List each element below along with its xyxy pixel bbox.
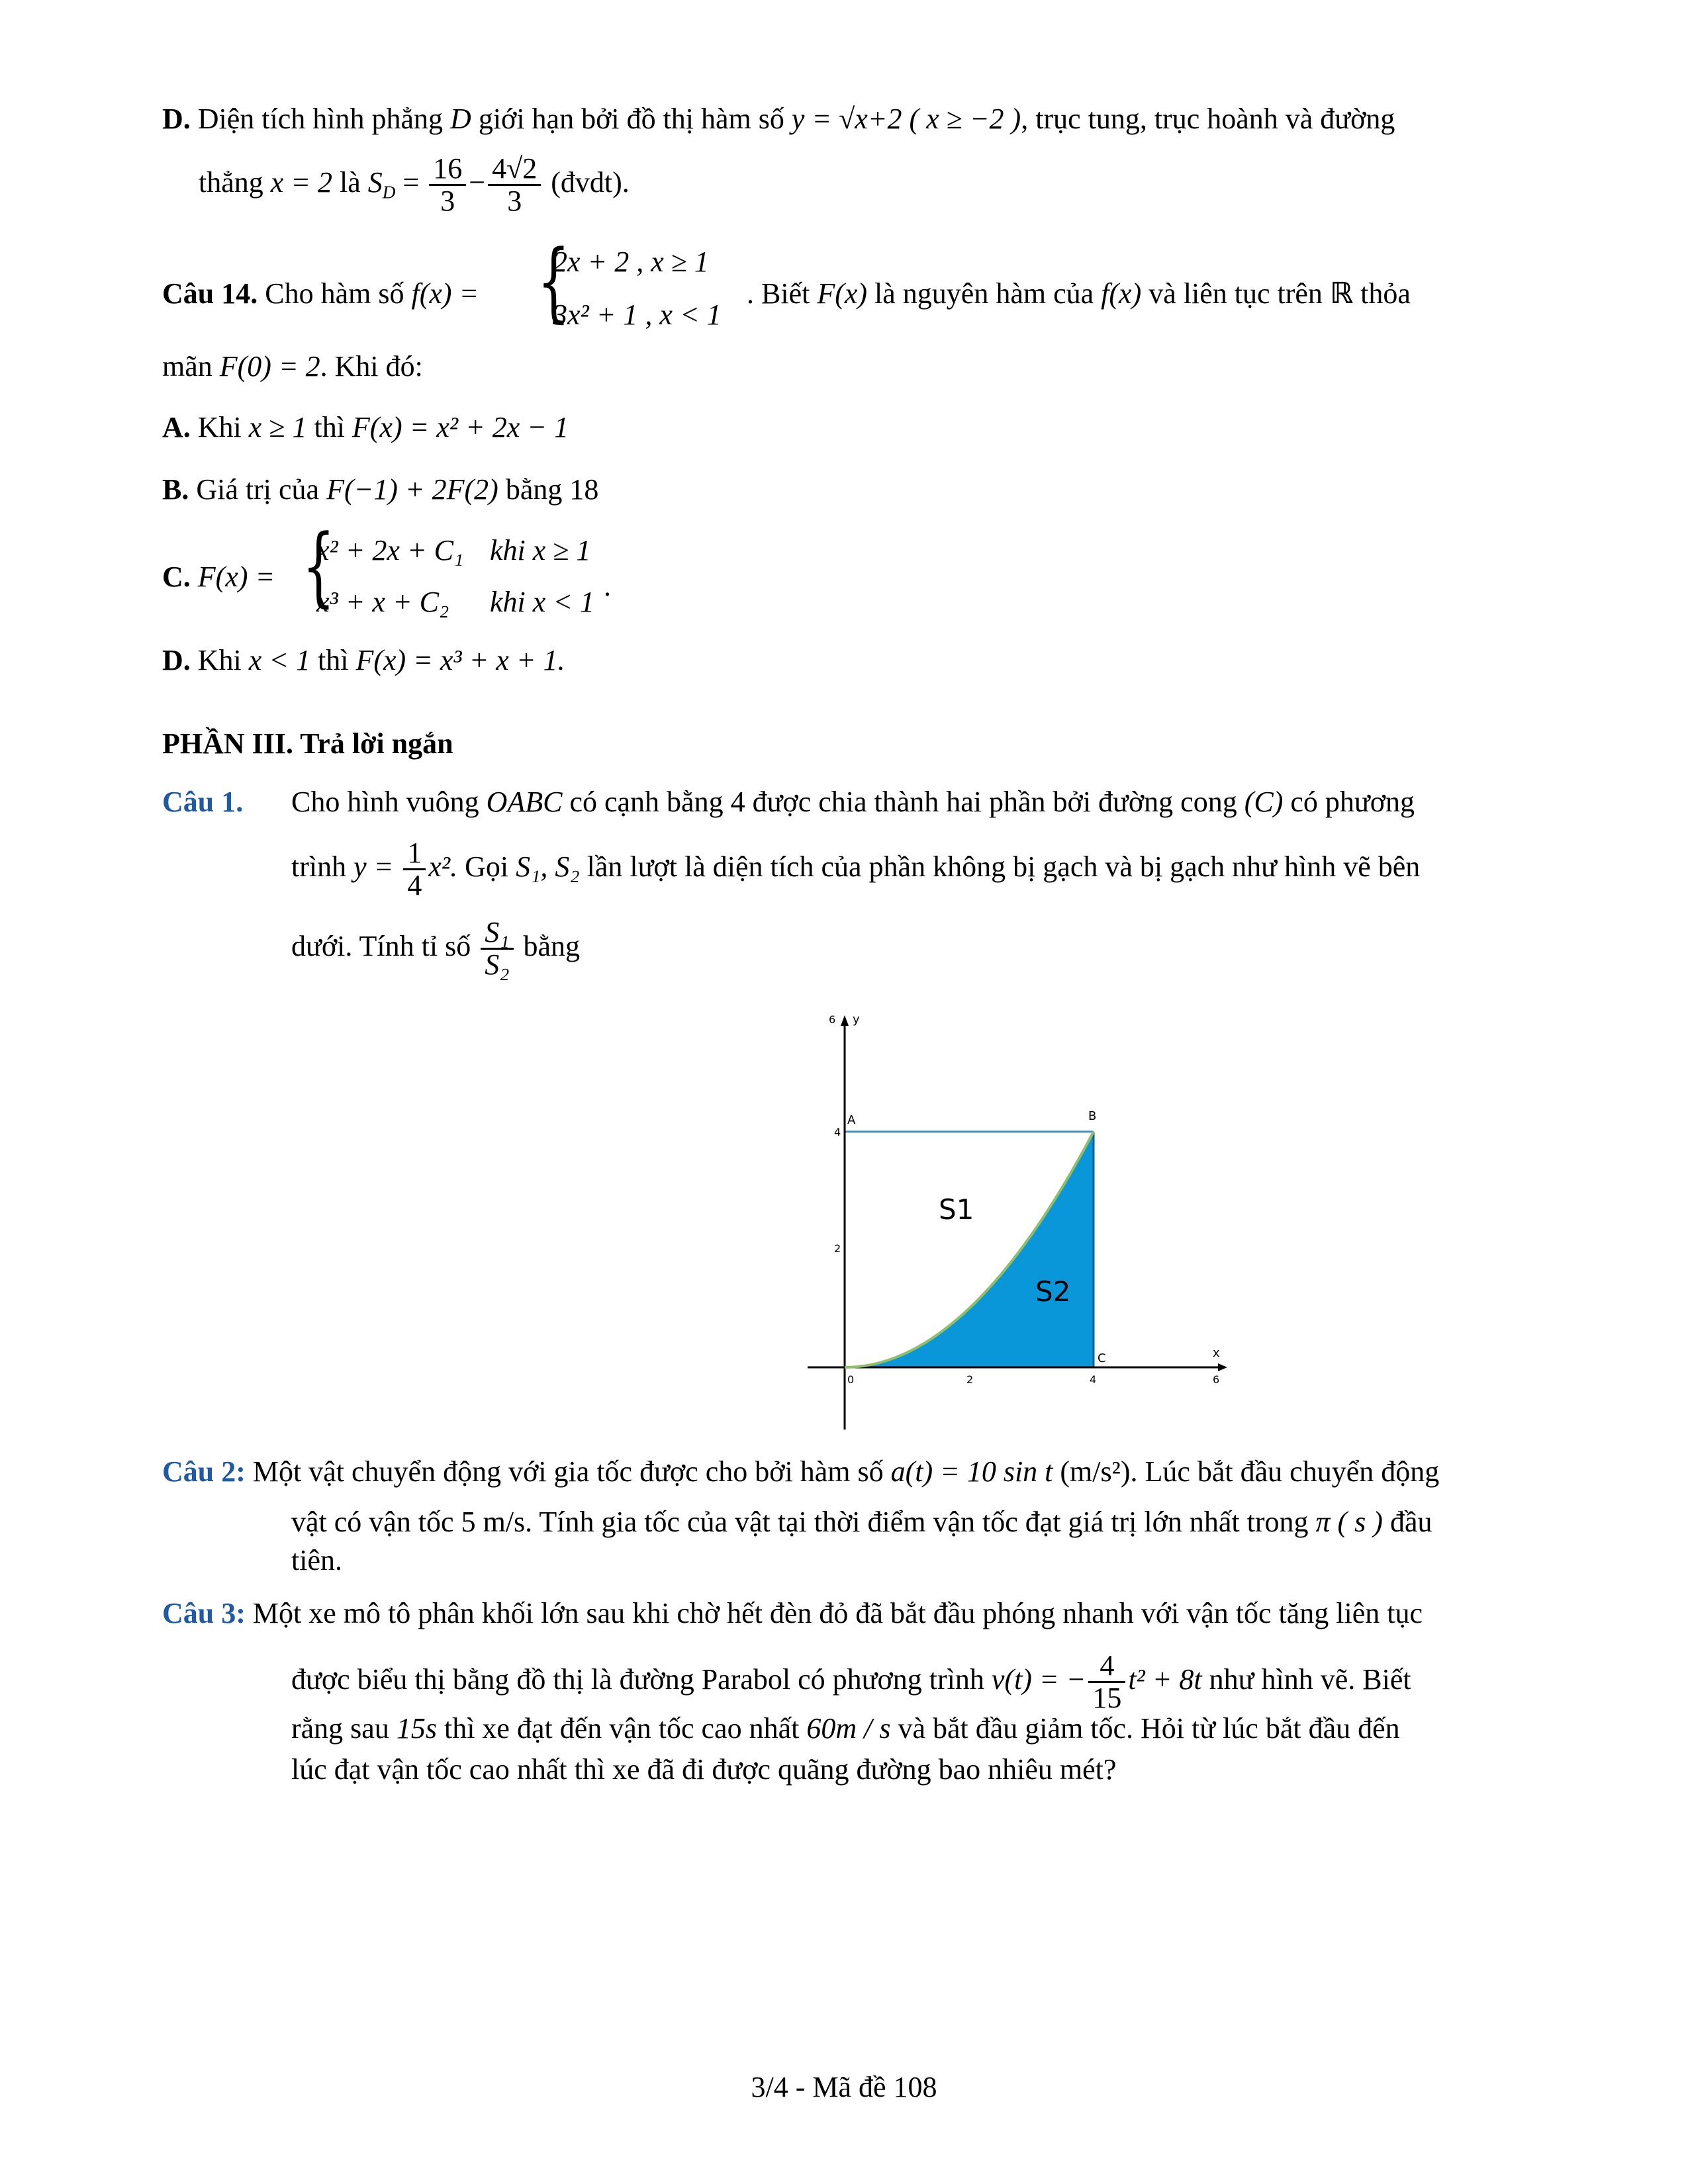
math-expr: y = √x+2 <box>791 103 902 135</box>
option-label: B. <box>162 473 189 506</box>
math-expr: v(t) = − <box>991 1662 1086 1696</box>
math-sub: D <box>382 182 396 203</box>
text: có phương <box>1290 786 1415 818</box>
math-expr: x = 2 <box>270 165 332 199</box>
math-expr: 15s <box>396 1712 437 1745</box>
frac-den: 15 <box>1092 1682 1122 1715</box>
text: Khi <box>197 644 242 676</box>
math-var: D <box>450 103 471 135</box>
part-d-line-1 <box>162 103 1395 135</box>
tick-x-6: 6 <box>1213 1373 1220 1386</box>
q14-option-c <box>162 561 275 593</box>
text: bằng 18 <box>505 473 599 506</box>
page-footer: 3/4 - Mã đề 108 <box>751 2071 937 2103</box>
region-s1-label: S1 <box>939 1193 974 1226</box>
text: Diện tích hình phẳng <box>197 103 444 135</box>
frac-den: 4 <box>407 869 422 902</box>
x-axis-label: x <box>1213 1346 1220 1360</box>
c3-line-4: lúc đạt vận tốc cao nhất thì xe đã đi được quãng đường bao nhiêu mét? <box>291 1753 1117 1786</box>
text: . Tính gia tốc của vật tại thời điểm vận tốc đạt giá trị lớn nhất trong <box>525 1506 1309 1538</box>
c3-line-3 <box>291 1713 1400 1745</box>
math-expr: F(0) = 2 <box>219 350 320 383</box>
math-expr: y = <box>353 850 394 883</box>
math-expr: F(x) = <box>197 561 275 593</box>
math-expr: (m/s²) <box>1060 1455 1131 1488</box>
c2-line-2 <box>291 1506 1432 1538</box>
frac-num: S₁ <box>481 917 513 950</box>
piece-1-cond: khi x ≥ 1 <box>490 534 591 567</box>
text: thỏa <box>1360 277 1411 310</box>
frac-num: 16 <box>429 154 466 186</box>
text: Khi <box>197 411 242 443</box>
c1-line-3 <box>291 917 580 980</box>
fraction <box>481 917 513 980</box>
brace-icon: { <box>537 231 571 332</box>
text: thì <box>318 644 349 676</box>
q14-line-1 <box>162 278 479 310</box>
c3-line-1 <box>162 1598 1423 1629</box>
y-top-tick: 6 <box>829 1013 836 1026</box>
piece-1: x² + 2x + C₁ <box>316 534 464 567</box>
math-var: OABC <box>486 786 563 818</box>
math-expr: ( x ≥ −2 ) <box>909 103 1021 135</box>
math-expr: F(−1) + 2F(2) <box>326 473 498 506</box>
text: như hình vẽ. Biết <box>1209 1662 1411 1696</box>
y-axis-label: y <box>853 1013 860 1026</box>
text: dưới. Tính tỉ số <box>291 929 471 962</box>
text: mãn <box>162 350 212 383</box>
frac-num: 1 <box>403 838 426 870</box>
text: là nguyên hàm của <box>874 277 1094 310</box>
math-expr: (C) <box>1244 786 1284 818</box>
tick-y-4: 4 <box>834 1126 841 1138</box>
math-expr: x ≥ 1 <box>248 411 307 443</box>
piece-2: x³ + x + C₂ <box>316 586 449 618</box>
fraction <box>429 154 466 216</box>
math-expr: t² + 8t <box>1128 1662 1202 1696</box>
c2-line-3: tiên. <box>291 1544 342 1576</box>
math-expr: S₁, S₂ <box>516 850 580 883</box>
piece-2-cond: khi x < 1 <box>490 586 594 618</box>
text: được biểu thị bằng đồ thị là đường Parabol có phương trình <box>291 1662 984 1696</box>
q14-line-1-tail <box>747 278 1411 310</box>
option-label: C. <box>162 561 191 593</box>
text: Một vật chuyển động với gia tốc được cho bởi hàm số <box>252 1455 884 1488</box>
question-label: Câu 1. <box>162 786 244 818</box>
math-expr: 60m / s <box>806 1712 891 1745</box>
fraction <box>403 838 426 901</box>
text: Cho hàm số <box>265 277 404 310</box>
tick-x-4: 4 <box>1090 1373 1097 1386</box>
text: và bắt đầu giảm tốc. Hỏi từ lúc bắt đầu đến <box>898 1712 1400 1745</box>
piece-2: 3x² + 1 , x < 1 <box>553 298 722 331</box>
text: và liên tục trên <box>1149 277 1323 310</box>
math-expr: π ( s ) <box>1315 1506 1383 1538</box>
piece-1: 2x + 2 , x ≥ 1 <box>553 246 709 278</box>
math-expr: a(t) = 10 sin t <box>890 1455 1053 1488</box>
point-a-label: A <box>847 1113 856 1127</box>
point-b-label: B <box>1088 1109 1097 1123</box>
section-heading: PHẦN III. Trả lời ngắn <box>162 727 453 760</box>
text: lần lượt là diện tích của phần không bị gạch và bị gạch như hình vẽ bên <box>586 850 1421 883</box>
option-label: D. <box>162 103 191 135</box>
question-label: Câu 2: <box>162 1455 246 1488</box>
math-expr: F(x) = x³ + x + 1. <box>355 644 565 676</box>
option-label: D. <box>162 644 191 676</box>
point-c-label: C <box>1098 1351 1106 1365</box>
frac-num: 4 <box>1088 1651 1125 1683</box>
frac-den: 3 <box>507 185 522 218</box>
text: bằng <box>523 929 581 962</box>
text: Cho hình vuông <box>291 786 479 818</box>
period: . <box>604 570 611 602</box>
area-graph <box>781 1006 1258 1436</box>
text: có cạnh bằng 4 được chia thành hai phần bởi đường cong <box>569 786 1237 818</box>
text: , trục tung, trục hoành và đường <box>1021 103 1395 135</box>
fraction <box>1088 1651 1125 1713</box>
text: Giá trị của <box>196 473 320 506</box>
x-axis-arrow-icon <box>1218 1363 1227 1371</box>
math-expr: x². <box>428 850 458 883</box>
text: . Lúc bắt đầu chuyển động <box>1130 1455 1440 1488</box>
y-axis-arrow-icon <box>841 1015 849 1026</box>
q14-line-2 <box>162 351 423 383</box>
text: Gọi <box>465 850 509 883</box>
text: vật có vận tốc <box>291 1506 454 1538</box>
math-expr: F(x) = x² + 2x − 1 <box>352 411 569 443</box>
reals-symbol: ℝ <box>1329 277 1354 310</box>
text: thì <box>314 411 345 443</box>
question-label: Câu 14. <box>162 277 258 310</box>
q14-option-a <box>162 412 569 443</box>
text: thì xe đạt đến vận tốc cao nhất <box>444 1712 800 1745</box>
text: rằng sau <box>291 1712 389 1745</box>
c3-line-2 <box>291 1651 1411 1713</box>
c2-line-1 <box>162 1456 1439 1488</box>
text: . Biết <box>747 277 810 310</box>
math-expr: F(x) <box>817 277 868 310</box>
text: (đvdt). <box>551 165 630 199</box>
text: Một xe mô tô phân khối lớn sau khi chờ hết đèn đỏ đã bắt đầu phóng nhanh với vận tốc tăng liên tục <box>252 1597 1423 1629</box>
c1-line-1 <box>291 786 1415 818</box>
math-expr: 5 m/s <box>461 1506 526 1538</box>
text: là <box>340 165 361 199</box>
text: giới hạn bởi đồ thị hàm số <box>478 103 784 135</box>
math-expr: f(x) = <box>411 277 479 310</box>
text: đầu <box>1389 1506 1432 1538</box>
tick-x-2: 2 <box>966 1373 974 1386</box>
text: . Khi đó: <box>320 350 423 383</box>
s2-region <box>845 1132 1094 1367</box>
question-label: Câu 3: <box>162 1597 246 1629</box>
brace-icon: { <box>302 516 336 616</box>
frac-den: S₂ <box>485 948 510 981</box>
frac-num: 4√2 <box>488 154 541 186</box>
math-expr: x < 1 <box>248 644 311 676</box>
fraction <box>488 154 541 216</box>
text: trình <box>291 850 347 883</box>
tick-y-2: 2 <box>834 1242 841 1255</box>
option-label: A. <box>162 411 191 443</box>
math-var: S <box>367 165 383 199</box>
q14-option-b <box>162 474 598 506</box>
part-d-line-2: thẳng x = 2 là $S_D$ = $\frac{16}{3}$ − $\frac{4√2}{3}$ (đvdt). <box>199 152 630 218</box>
frac-den: 3 <box>440 185 455 218</box>
tick-0: 0 <box>847 1373 855 1386</box>
region-s2-label: S2 <box>1035 1275 1071 1308</box>
math-expr: f(x) <box>1101 277 1142 310</box>
q14-option-d <box>162 645 565 676</box>
c1-line-2 <box>291 838 1420 901</box>
text: thẳng <box>199 165 263 199</box>
